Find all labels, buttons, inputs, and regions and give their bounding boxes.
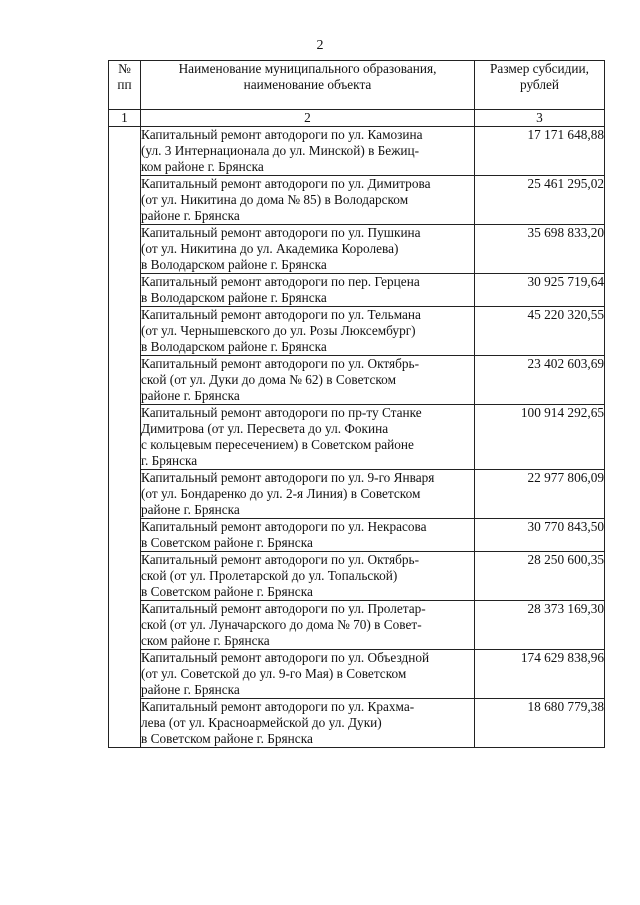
object-name-line: (от ул. Бондаренко до ул. 2-я Линия) в Советском bbox=[141, 486, 421, 501]
object-name-line: в Советском районе г. Брянска bbox=[141, 584, 313, 599]
object-name-cell bbox=[141, 356, 475, 405]
object-name-line: районе г. Брянска bbox=[141, 502, 240, 517]
table-row bbox=[109, 470, 605, 519]
table-row bbox=[109, 552, 605, 601]
object-name-line: (от ул. Чернышевского до ул. Розы Люксембург) bbox=[141, 323, 416, 338]
header-name bbox=[141, 61, 475, 110]
column-number: 1 bbox=[109, 110, 141, 127]
object-name-cell bbox=[141, 127, 475, 176]
object-name-line: ской (от ул. Дуки до дома № 62) в Советском bbox=[141, 372, 396, 387]
object-name-cell bbox=[141, 274, 475, 307]
subsidy-amount-cell: 35 698 833,20 bbox=[475, 225, 605, 274]
object-name-cell bbox=[141, 176, 475, 225]
object-name-line: (ул. 3 Интернационала до ул. Минской) в Бежиц- bbox=[141, 143, 420, 158]
object-name-line: в Володарском районе г. Брянска bbox=[141, 257, 327, 272]
subsidy-amount-cell: 22 977 806,09 bbox=[475, 470, 605, 519]
subsidy-amount-cell: 28 250 600,35 bbox=[475, 552, 605, 601]
object-name-cell bbox=[141, 307, 475, 356]
page-number: 2 bbox=[316, 38, 324, 53]
subsidy-amount-cell: 45 220 320,55 bbox=[475, 307, 605, 356]
object-name-line: ской (от ул. Пролетарской до ул. Топальской) bbox=[141, 568, 398, 583]
object-name-line: Капитальный ремонт автодороги по ул. Объездной bbox=[141, 650, 430, 665]
object-name-cell bbox=[141, 405, 475, 470]
object-name-line: районе г. Брянска bbox=[141, 208, 240, 223]
object-name-line: Капитальный ремонт автодороги по ул. Димитрова bbox=[141, 176, 431, 191]
subsidy-amount-cell: 17 171 648,88 bbox=[475, 127, 605, 176]
object-name-cell bbox=[141, 699, 475, 748]
table-row bbox=[109, 650, 605, 699]
column-number: 3 bbox=[475, 110, 605, 127]
header-number-line: № bbox=[118, 61, 131, 76]
table-row bbox=[109, 519, 605, 552]
table-row bbox=[109, 405, 605, 470]
subsidy-amount-cell: 25 461 295,02 bbox=[475, 176, 605, 225]
subsidy-amount-cell: 28 373 169,30 bbox=[475, 601, 605, 650]
table-row bbox=[109, 356, 605, 405]
table-row bbox=[109, 601, 605, 650]
subsidy-amount-cell: 30 770 843,50 bbox=[475, 519, 605, 552]
subsidy-amount-cell: 174 629 838,96 bbox=[475, 650, 605, 699]
header-amount-line: Размер субсидии, bbox=[490, 61, 589, 76]
object-name-cell bbox=[141, 519, 475, 552]
subsidy-table bbox=[108, 60, 605, 748]
subsidy-amount-cell: 23 402 603,69 bbox=[475, 356, 605, 405]
table-row bbox=[109, 699, 605, 748]
header-name-line: наименование объекта bbox=[243, 77, 372, 92]
column-number: 2 bbox=[141, 110, 475, 127]
object-name-line: Капитальный ремонт автодороги по ул. Крахма- bbox=[141, 699, 415, 714]
object-name-line: Димитрова (от ул. Пересвета до ул. Фокина bbox=[141, 421, 389, 436]
object-name-cell bbox=[141, 601, 475, 650]
object-name-line: г. Брянска bbox=[141, 453, 198, 468]
subsidy-amount-cell: 18 680 779,38 bbox=[475, 699, 605, 748]
table-row bbox=[109, 127, 605, 176]
object-name-line: в Советском районе г. Брянска bbox=[141, 535, 313, 550]
object-name-line: ской (от ул. Луначарского до дома № 70) в Совет- bbox=[141, 617, 422, 632]
table-row bbox=[109, 176, 605, 225]
table-row bbox=[109, 225, 605, 274]
header-amount-line: рублей bbox=[519, 77, 560, 92]
object-name-line: (от ул. Никитина до дома № 85) в Володарском bbox=[141, 192, 409, 207]
table-row bbox=[109, 274, 605, 307]
object-name-cell bbox=[141, 552, 475, 601]
object-name-line: в Володарском районе г. Брянска bbox=[141, 339, 327, 354]
object-name-line: ском районе г. Брянска bbox=[141, 633, 270, 648]
object-name-line: (от ул. Советской до ул. 9-го Мая) в Советском bbox=[141, 666, 407, 681]
object-name-line: районе г. Брянска bbox=[141, 388, 240, 403]
header-number-line: пп bbox=[117, 77, 132, 92]
object-name-line: Капитальный ремонт автодороги по ул. Пролетар- bbox=[141, 601, 426, 616]
subsidy-amount-cell: 30 925 719,64 bbox=[475, 274, 605, 307]
table-header-row bbox=[109, 61, 605, 110]
subsidy-amount-cell: 100 914 292,65 bbox=[475, 405, 605, 470]
object-name-cell bbox=[141, 650, 475, 699]
object-name-line: (от ул. Никитина до ул. Академика Королева) bbox=[141, 241, 399, 256]
object-name-line: Капитальный ремонт автодороги по ул. Некрасова bbox=[141, 519, 427, 534]
object-name-line: с кольцевым пересечением) в Советском районе bbox=[141, 437, 414, 452]
row-number-cell bbox=[109, 127, 141, 748]
object-name-line: районе г. Брянска bbox=[141, 682, 240, 697]
object-name-line: Капитальный ремонт автодороги по пер. Герцена bbox=[141, 274, 420, 289]
table-row bbox=[109, 307, 605, 356]
object-name-line: в Советском районе г. Брянска bbox=[141, 731, 313, 746]
object-name-cell bbox=[141, 470, 475, 519]
object-name-line: ком районе г. Брянска bbox=[141, 159, 264, 174]
header-amount bbox=[475, 61, 605, 110]
column-number-row bbox=[109, 110, 605, 127]
object-name-line: лева (от ул. Красноармейской до ул. Дуки) bbox=[141, 715, 382, 730]
object-name-line: в Володарском районе г. Брянска bbox=[141, 290, 327, 305]
header-name-line: Наименование муниципального образования, bbox=[178, 61, 437, 76]
object-name-line: Капитальный ремонт автодороги по ул. Пушкина bbox=[141, 225, 421, 240]
object-name-line: Капитальный ремонт автодороги по ул. Октябрь- bbox=[141, 552, 420, 567]
header-number bbox=[109, 61, 141, 110]
object-name-cell bbox=[141, 225, 475, 274]
object-name-line: Капитальный ремонт автодороги по ул. Октябрь- bbox=[141, 356, 420, 371]
object-name-line: Капитальный ремонт автодороги по ул. Камозина bbox=[141, 127, 423, 142]
object-name-line: Капитальный ремонт автодороги по ул. Тельмана bbox=[141, 307, 421, 322]
object-name-line: Капитальный ремонт автодороги по ул. 9-го Января bbox=[141, 470, 435, 485]
table-body bbox=[109, 127, 605, 748]
object-name-line: Капитальный ремонт автодороги по пр-ту Станке bbox=[141, 405, 422, 420]
